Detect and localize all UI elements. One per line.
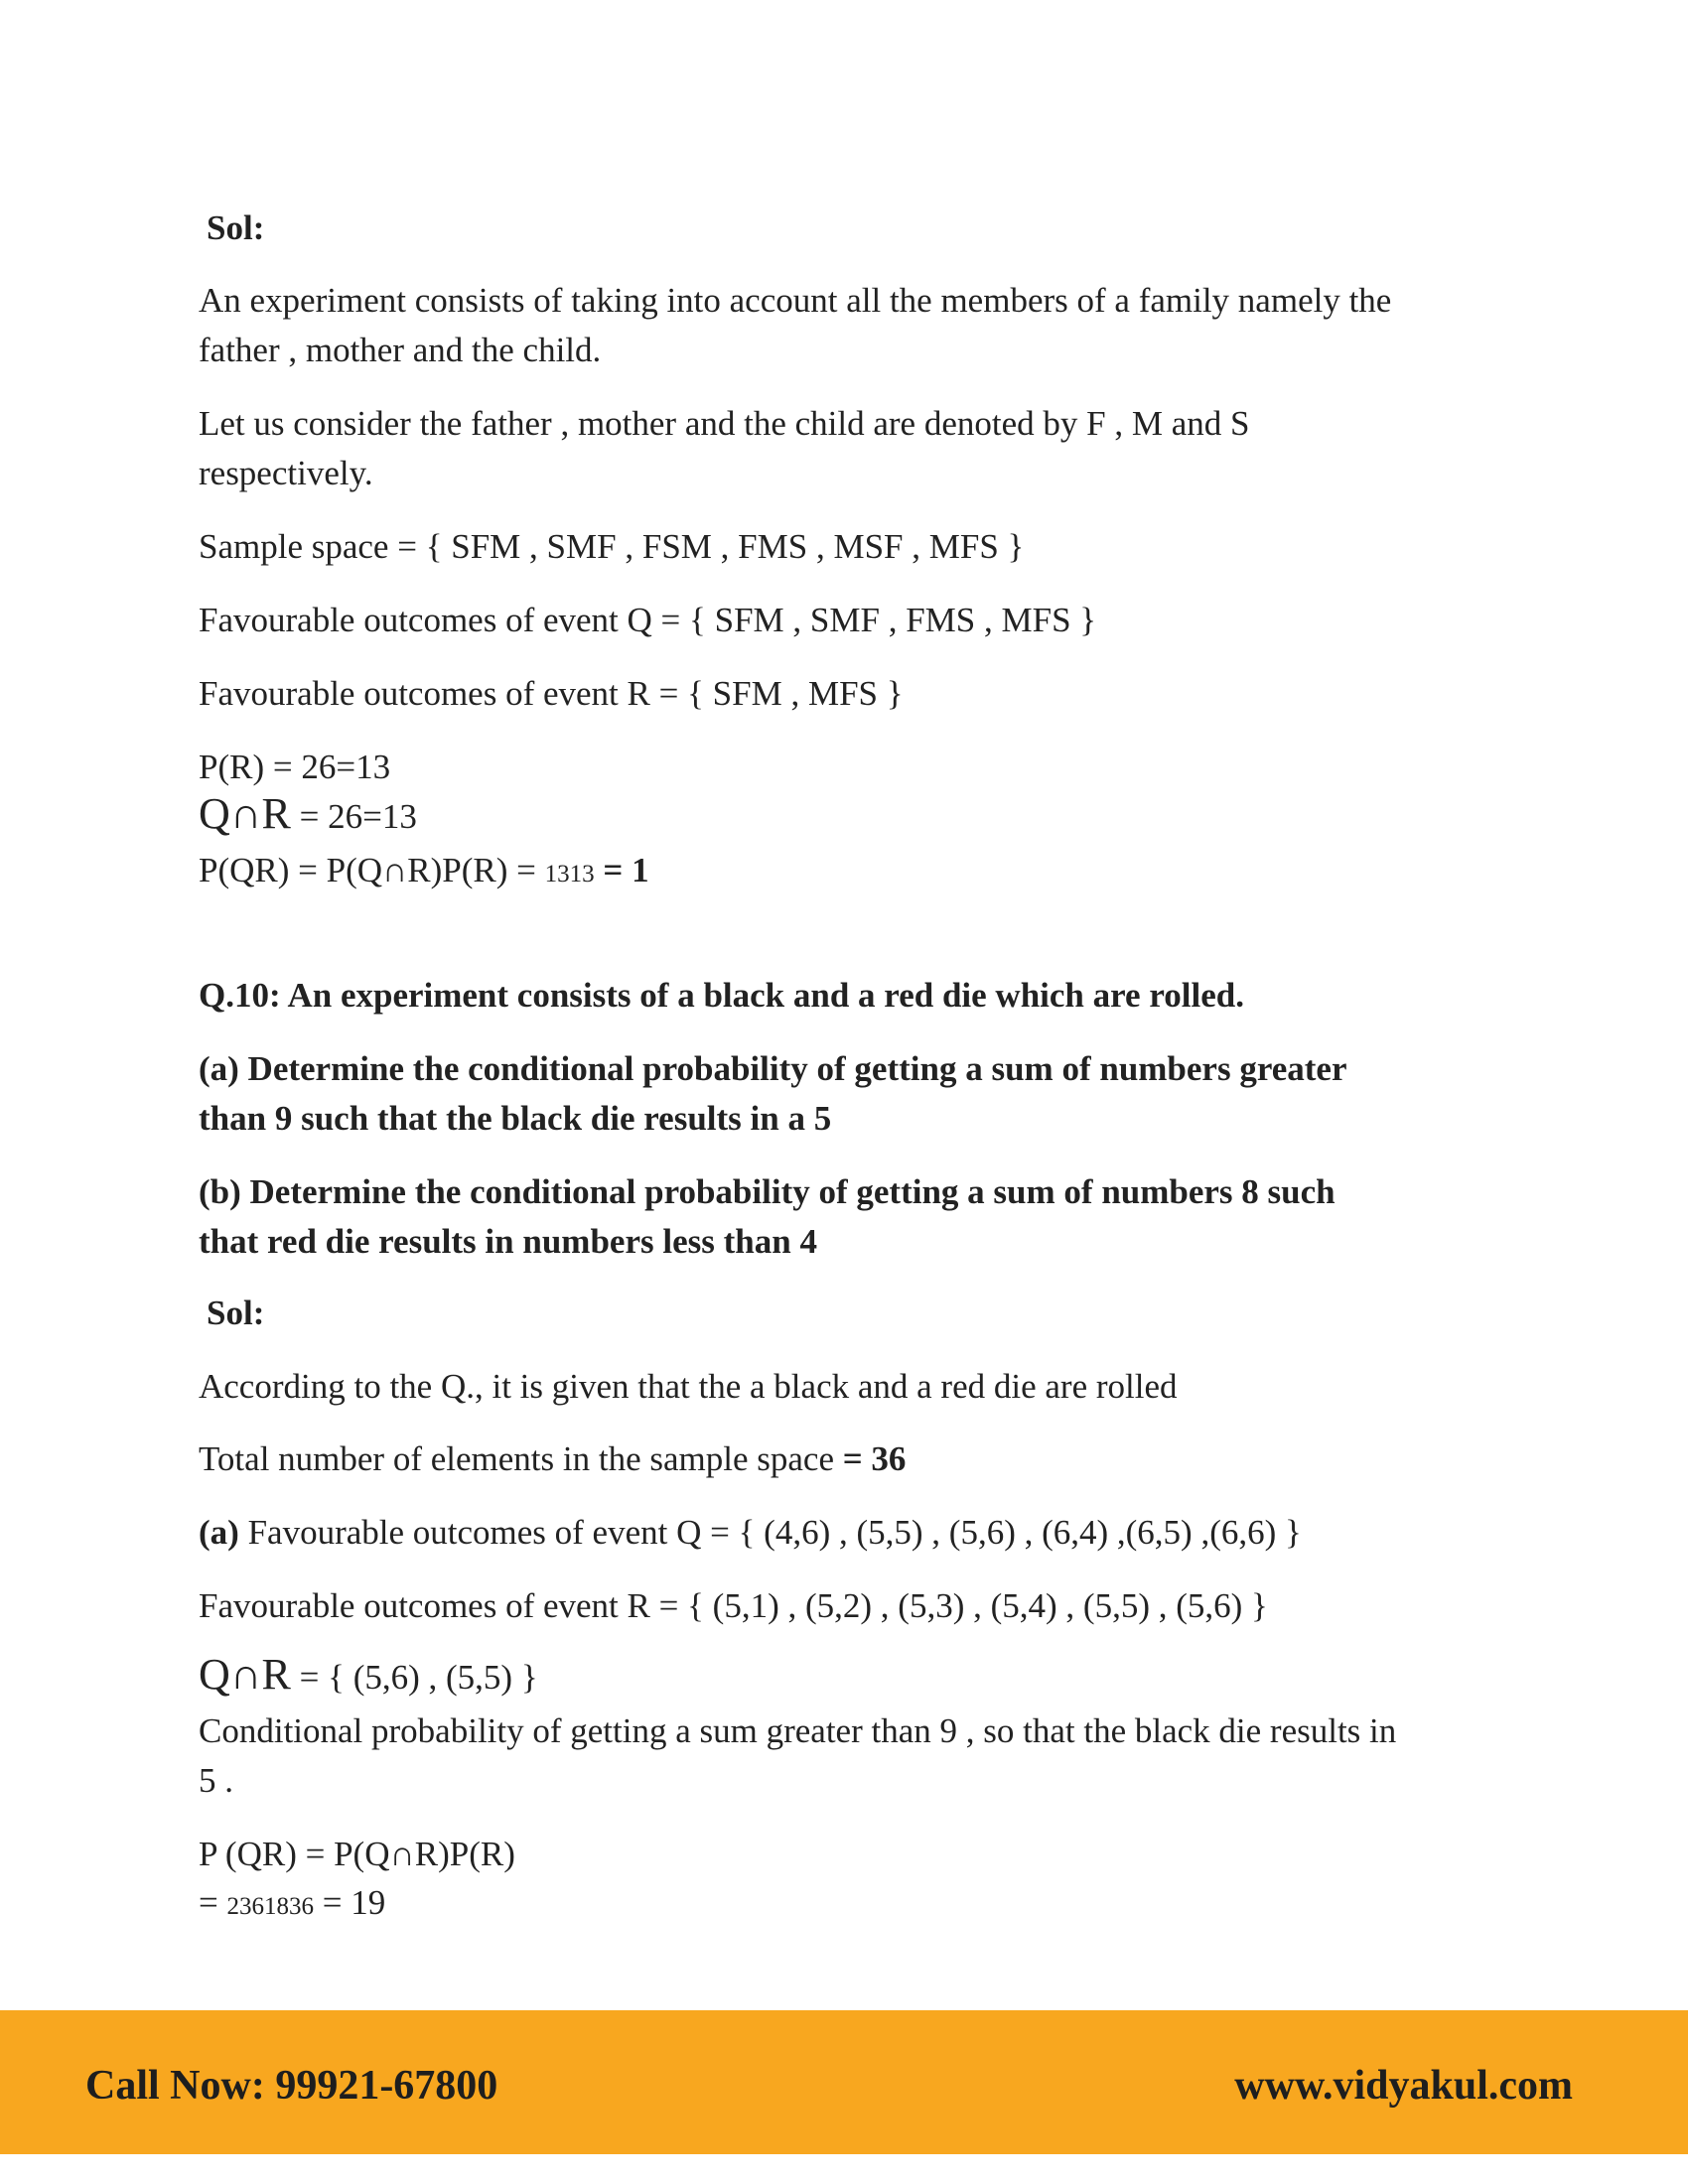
question-part-a: than 9 such that the black die results in a 5 [199, 1099, 832, 1138]
footer-banner [0, 2010, 1688, 2154]
event-q-text: Favourable outcomes of event Q = { (4,6) , (5,5) , (5,6) , (6,4) ,(6,5) ,(6,6) } [238, 1513, 1302, 1552]
paragraph-line: respectively. [199, 454, 373, 492]
question-part-b: that red die results in numbers less than 4 [199, 1222, 817, 1261]
intersection-line [199, 1650, 538, 1699]
intersection-symbol: Q∩R [199, 1650, 291, 1699]
website-link[interactable]: www.vidyakul.com [1234, 2063, 1573, 2109]
paragraph-line: According to the Q., it is given that the a black and a red die are rolled [199, 1367, 1178, 1406]
call-now-text: Call Now: 99921-67800 [85, 2063, 498, 2109]
sample-space-line: Sample space = { SFM , SMF , FSM , FMS , MSF , MFS } [199, 527, 1025, 566]
question-part-b: (b) Determine the conditional probability of getting a sum of numbers 8 such [199, 1172, 1336, 1211]
paragraph-line: An experiment consists of taking into account all the members of a family namely the [199, 281, 1392, 320]
result-text: = 1 [594, 851, 649, 889]
total-elements-line [199, 1439, 906, 1479]
fraction-text: 1313 [544, 861, 595, 887]
total-text: Total number of elements in the sample space [199, 1439, 843, 1478]
sol-label: Sol: [207, 208, 265, 247]
result-text: = 19 [314, 1883, 386, 1922]
fraction-text: 2361836 [226, 1893, 314, 1920]
event-r-line: Favourable outcomes of event R = { SFM , MFS } [199, 674, 904, 713]
event-q-line: Favourable outcomes of event Q = { SFM , SMF , FMS , MFS } [199, 601, 1097, 639]
formula-text: P(QR) = P(Q∩R)P(R) = [199, 851, 545, 889]
paragraph-line: Conditional probability of getting a sum greater than 9 , so that the black die results in [199, 1711, 1397, 1750]
total-value: = 36 [842, 1439, 907, 1478]
event-r-line: Favourable outcomes of event R = { (5,1) , (5,2) , (5,3) , (5,4) , (5,5) , (5,6) } [199, 1586, 1268, 1625]
question-part-a: (a) Determine the conditional probability of getting a sum of numbers greater [199, 1049, 1347, 1088]
paragraph-line: Let us consider the father , mother and the child are denoted by F , M and S [199, 404, 1250, 443]
paragraph-line: father , mother and the child. [199, 331, 602, 369]
formula-line: P (QR) = P(Q∩R)P(R) [199, 1835, 515, 1873]
conditional-probability-line [199, 851, 649, 894]
event-q-line [199, 1513, 1302, 1553]
intersection-symbol: Q∩R [199, 789, 291, 838]
equals-text: = [199, 1883, 227, 1922]
sol-label: Sol: [207, 1294, 265, 1332]
part-a-label: (a) [199, 1513, 239, 1552]
intersection-value: = { (5,6) , (5,5) } [290, 1658, 538, 1697]
paragraph-line: 5 . [199, 1761, 233, 1800]
probability-r-line: P(R) = 26=13 [199, 748, 391, 786]
intersection-line [199, 789, 417, 838]
formula-result-line [199, 1883, 385, 1927]
question-title: Q.10: An experiment consists of a black and a red die which are rolled. [199, 976, 1244, 1015]
intersection-value: = 26=13 [290, 797, 417, 836]
